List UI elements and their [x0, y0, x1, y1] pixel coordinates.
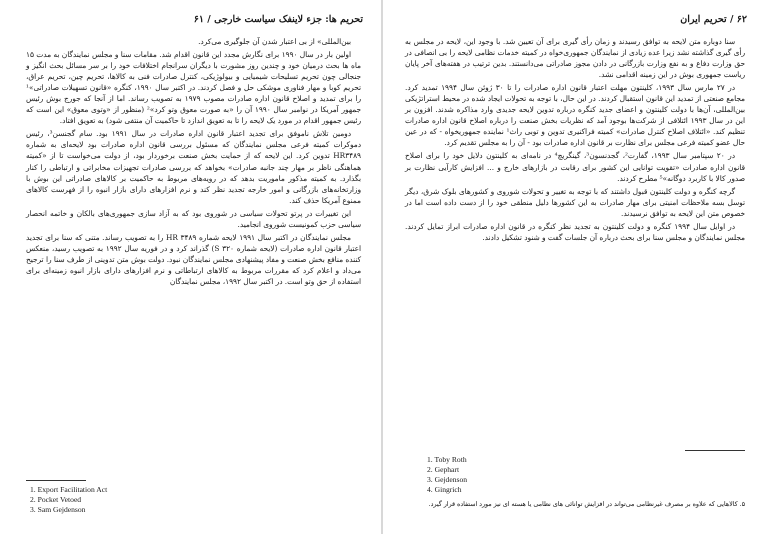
footnote: 2. Gephart	[427, 465, 460, 474]
paragraph: در ۲۰ سپتامبر سال ۱۹۹۳، گفارت²، گجدنسون³، گینگریچ⁴ در نامه‌ای به کلینتون دلایل خود را برای اصلاح قانون اداره صادرات «تقویت توانایی این کشور برای رقابت در بازارهای خارج و ... افزایش کارآیی نظارت بر صدور کالا با کاربرد دوگانه»⁵ مطرح کردند.	[405, 151, 745, 183]
right-page	[383, 0, 763, 534]
left-page-header: تحریم ها: جزء لاینفک سیاست خارجی / ۶۱	[193, 14, 363, 25]
persian-footnote: ۵. کالاهایی که علاوه بر مصرف غیرنظامی می‌تواند در افزایش توانائی های نظامی یا هسته ای نیز مورد استفاده قرار گیرد.	[428, 501, 745, 508]
paragraph: در ۲۷ مارس سال ۱۹۹۳، کلینتون مهلت اعتبار قانون اداره صادرات را تا ۳۰ ژوئن سال ۱۹۹۴ تمدید کرد. مجامع صنعتی از تمدید این قانون استقبال کردند. در این حال، با توجه به تحولات ایجاد شده در محیط استراتژیکی بین‌المللی، آن‌ها با دولت کلینتون و اعضای جدید کنگره درباره تدوین لایحه جدیدی وارد مذاکره شدند. افزون بر این در سال ۱۹۹۳ ائتلافی از شرکت‌ها بوجود آمد که نظریات بخش صنعت را درباره اصلاح قانون اداره صادرات تنظیم کند. «ائتلاف اصلاح کنترل صادرات» کمیته فراکنیری تدوین و توبی راث¹ نماینده جمهوریخواه - که در عین حال عضو کمیته فرعی مجلس برای نظارت بر قانون اداره صادرات بود - آن را به مجلس تقدیم کرد.	[405, 83, 745, 148]
paragraph: دومین تلاش ناموفق برای تجدید اعتبار قانون اداره صادرات در سال ۱۹۹۱ بود. سام گجنسن³، رئیس دموکرات کمیته فرعی مجلس نمایندگان که مسئول بررسی قانون اداره صادرات بود لایحه‌ای به شماره HR۳۴۸۹ تدوین کرد. این لایحه که از حمایت بخش صنعت برخوردار بود، از دولت می‌خواست تا از «کمیته هماهنگی ناظر بر مهار چند جانبه صادرات» بخواهد که بررسی صادرات تجهیزات مخابراتی و ارتباطی را کنار بگذارد. به کمیته مذکور ماموریت بدهد که در رویه‌های مربوط به حاکمیت بر کالاهای صادراتی این بوش با وزارتخانه‌های بازرگانی و امور خارجه تجدید نظر کند و نرم افزارهای دارای بازار انبوه را از فهرست کالاهای ممنوع آمریکا حذف کند.	[26, 129, 361, 205]
paragraph: بین‌المللی» از بی اعتبار شدن آن جلوگیری می‌کرد.	[198, 37, 351, 46]
paragraph: در اوایل سال ۱۹۹۴ کنگره و دولت کلینتون به تجدید نظر کنگره در قانون اداره صادرات ابراز تمایل کردند. مجلس نمایندگان و مجلس سنا برای بحث درباره آن جلسات گفت و شنود تشکیل دادند.	[405, 221, 745, 242]
paragraph: مجلس نمایندگان در اکتبر سال ۱۹۹۱ لایحه شماره HR ۳۴۸۹ را به تصویب رساند. متنی که سنا برای تجدید اعتبار قانون اداره صادرات (لایحه شماره S ۳۲۰) گذراند کرد و در فوریه سال ۱۹۹۲ به تصویب رسید، منعکس کننده منافع بخش صنعت و مفاد پیشنهادی مجلس نمایندگان نبود. دولت بوش متن تدوینی از طرف سنا را ترجیح می‌داد و اعلام کرد که مقررات مربوط به کالاهای ارتباطاتی و نرم افزارهای دارای بازار انبوه زمینه‌ای برای استفاده از حق وتو است. در اکتبر سال ۱۹۹۲، مجلس نمایندگان	[26, 232, 362, 286]
paragraph: این تغییرات در پرتو تحولات سیاسی در شوروی بود که به آزاد سازی جمهوری‌های بالکان و خاتمه انحصار سیاسی حزب کمونیست شوروی انجامید.	[26, 208, 361, 229]
left-page	[0, 0, 381, 534]
paragraph: سنا دوباره متن لایحه به توافق رسیدند و زمان رأی گیری برای آن تعیین شد. با وجود این، لایحه در مجلس به رأی گیری گذاشته نشد زیرا عده زیادی از نمایندگان جمهوری‌خواه در کمیته خدمات نظامی لایحه را بی انصافی در حق وزارت دفاع و به نفع وزارت بازرگانی در دادن مجوز صادراتی می‌دانستند. بدین ترتیب در هفته‌های آخر پایان ریاست جمهوری بوش در این زمینه اقدامی نشد.	[405, 37, 745, 80]
footnote: 1. Export Facilitation Act	[30, 485, 108, 494]
footnote: 2. Pocket Vetoed	[30, 495, 82, 504]
right-page-body	[405, 36, 745, 245]
paragraph: گرچه کنگره و دولت کلینتون قبول داشتند که با توجه به تغییر و تحولات شوروی و کشورهای بلوک شرق، دیگر توسل بسه ملاحظات امنیتی برای مهار صادرات به این کشورها دلیل منطقی خود را از دست داده است اما در خصوص متن این لایحه به توافق نرسیدند.	[405, 186, 745, 218]
footnote-rule	[685, 450, 745, 451]
paragraph: اولین بار در سال ۱۹۹۰ برای نگارش مجدد این قانون اقدام شد. مقامات سنا و مجلس نمایندگان به مدت ۱۵ ماه ها بحث درمیان خود و چندین روز مشورت با دیگران سرانجام اختلافات خود را بر سر مسائل بحث انگیز و جنجالی چون تحریم تسلیحات شیمیایی و بیولوژیکی، کنترل صادرات فنی به کالاها، تحریم چین، تحریم عراق، تحریم کوبا و مهار فناوری موشکی حل و فصل کردند. در اکتبر سال ۱۹۹۰، کنگره «قانون تسهیلات صادراتی»¹ را برای تمدید و اصلاح قانون اداره صادرات مصوب ۱۹۷۹ به تصویب رساند. اما از آنجا که جورج بوش رئیس جمهور آمریکا در نوامبر سال ۱۹۹۰ آن را «به صورت معوق وتو کرد»² (منظور از «وتوی معوق» این است که رئیس جمهور اقدام در مورد یک لایحه را تا به تعویق اندازد تا حاکمیت آن منتفی شود) به تعویق افتاد.	[26, 50, 362, 126]
left-footnotes	[30, 485, 107, 515]
footnote: 3. Gejdenson	[427, 475, 468, 484]
left-page-body	[26, 36, 361, 289]
footnote-rule	[26, 480, 86, 481]
footnote: 4. Gingrich	[427, 485, 462, 494]
footnote: 3. Sam Gejdenson	[30, 505, 86, 514]
right-page-header: ۶۲ / تحریم ایران	[680, 14, 747, 25]
footnote: 1. Toby Roth	[427, 455, 467, 464]
right-footnotes	[427, 455, 467, 495]
